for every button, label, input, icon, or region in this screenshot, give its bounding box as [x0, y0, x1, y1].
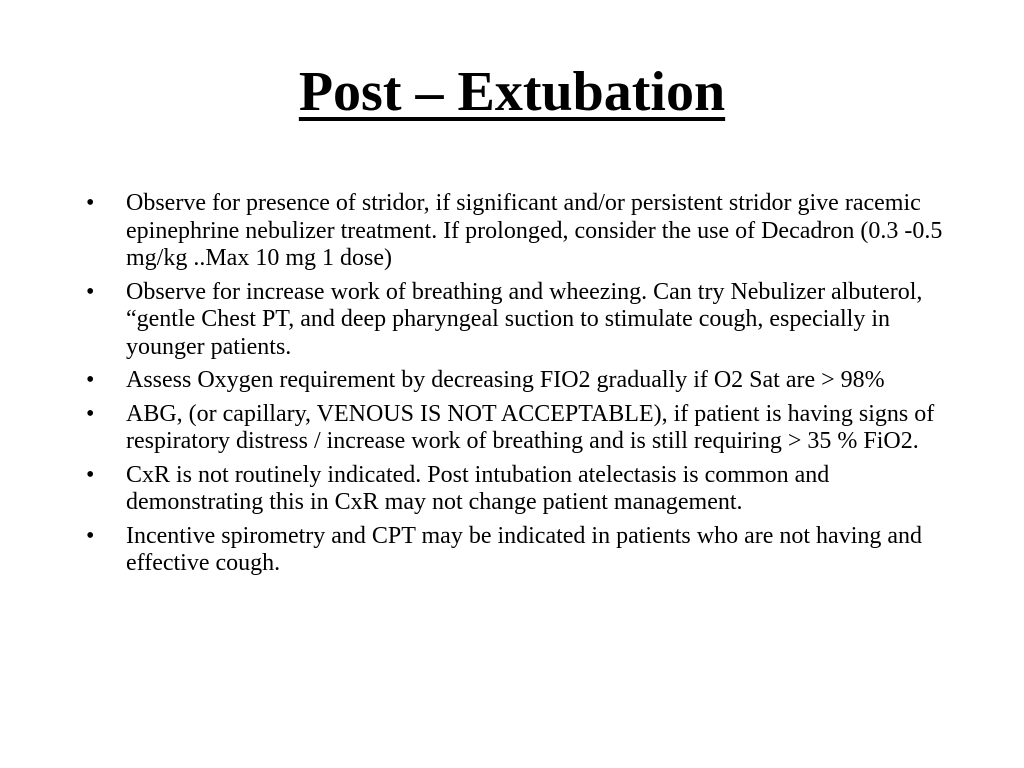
bullet-list	[86, 190, 946, 584]
bullet-text: Observe for increase work of breathing and wheezing. Can try Nebulizer albuterol, “gentle Chest PT, and deep pharyngeal suction to stimulate cough, especially in younger patients.	[126, 278, 923, 360]
bullet-item	[86, 367, 946, 395]
bullet-icon: •	[86, 278, 95, 305]
bullet-item	[86, 401, 946, 456]
bullet-icon: •	[86, 522, 95, 549]
bullet-item	[86, 462, 946, 517]
bullet-item	[86, 190, 946, 273]
bullet-text: CxR is not routinely indicated. Post intubation atelectasis is common and demonstrating this in CxR may not change patient management.	[126, 461, 830, 515]
bullet-item	[86, 523, 946, 578]
bullet-text: Assess Oxygen requirement by decreasing FIO2 gradually if O2 Sat are > 98%	[126, 367, 885, 393]
bullet-icon: •	[86, 461, 95, 488]
slide-title-text: Post – Extubation	[298, 61, 726, 123]
bullet-icon: •	[86, 190, 95, 216]
bullet-icon: •	[86, 400, 95, 427]
bullet-icon: •	[86, 367, 95, 393]
bullet-text: Incentive spirometry and CPT may be indicated in patients who are not having and effective cough.	[126, 522, 923, 576]
bullet-text: Observe for presence of stridor, if significant and/or persistent stridor give racemic epinephrine nebulizer treatment. If prolonged, consider the use of Decadron (0.3 -0.5 mg/kg ..Max 10 mg 1 dose)	[126, 190, 943, 271]
slide-title	[0, 58, 1024, 126]
bullet-item	[86, 279, 946, 362]
bullet-text: ABG, (or capillary, VENOUS IS NOT ACCEPTABLE), if patient is having signs of respiratory distress / increase work of breathing and is still requiring > 35 % FiO2.	[126, 400, 935, 454]
